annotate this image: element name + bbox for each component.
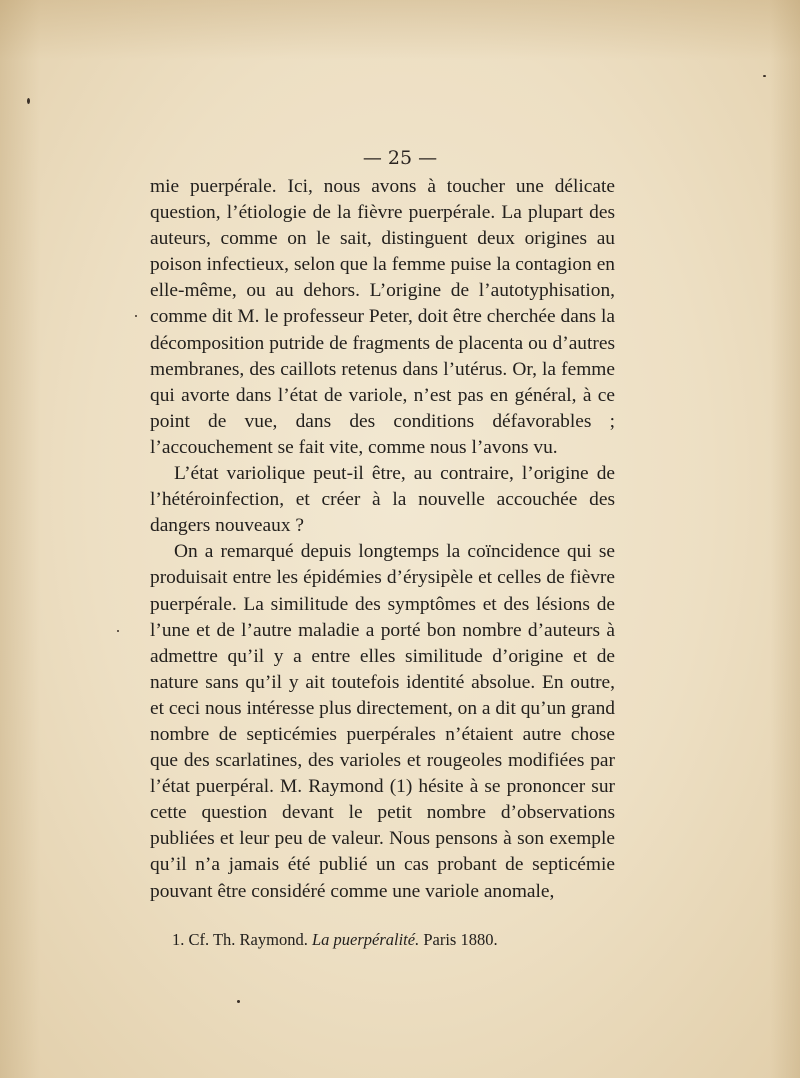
paragraph-1: mie puerpérale. Ici, nous avons à toucher une délicate question, l’étiologie de la fièvre puerpérale. La plupart des auteurs, comme on le sait, distinguent deux origines au poison infectieux, selon que la femme puise la contagion en elle-même, ou au dehors. L’origine de l’autotyphisation, comme dit M. le professeur Peter, doit être cherchée dans la décomposition putride de fragments de placenta ou d’autres membranes, des caillots retenus dans l’utérus. Or, la femme qui avorte dans l’état de variole, n’est pas en général, à ce point de vue, dans des conditions défavorables ; l’accouchement se fait vite, comme nous l’avons vu.	[150, 176, 615, 458]
footnote-title: La puerpéralité.	[311, 930, 420, 949]
footnote-suffix: Paris 1880.	[423, 930, 498, 949]
paper-speck	[117, 630, 119, 632]
paragraph-2: L’état variolique peut-il être, au contraire, l’origine de l’hétéroinfection, et créer à la nouvelle accouchée des dangers nouveaux ?	[150, 463, 615, 537]
paper-speck	[237, 1000, 240, 1003]
footnote	[172, 929, 632, 951]
page-number: — 25 —	[362, 147, 438, 169]
body-text	[150, 174, 615, 905]
paper-speck	[27, 98, 30, 104]
paper-speck	[135, 315, 137, 317]
paragraph-3: On a remarqué depuis longtemps la coïncidence qui se produisait entre les épidémies d’érysipèle et celles de fièvre puerpérale. La similitude des symptômes et des lésions de l’une et de l’autre maladie a porté bon nombre d’auteurs à admettre qu’il y a entre elles similitude d’origine et de nature sans qu’il y ait toutefois identité absolue. En outre, et ceci nous intéresse plus directement, on a dit qu’un grand nombre de septicémies puerpérales n’étaient autre chose que des scarlatines, des varioles et rougeoles modifiées par l’état puerpéral. M. Raymond (1) hésite à se prononcer sur cette question devant le petit nombre d’observations publiées et leur peu de valeur. Nous pensons à son exemple qu’il n’a jamais été publié un cas probant de septicémie pouvant être considéré comme une variole anomale,	[150, 541, 615, 902]
paper-speck	[763, 75, 766, 77]
page-edge-shadow-top	[0, 0, 800, 60]
footnote-prefix: 1. Cf. Th. Raymond.	[172, 930, 308, 949]
